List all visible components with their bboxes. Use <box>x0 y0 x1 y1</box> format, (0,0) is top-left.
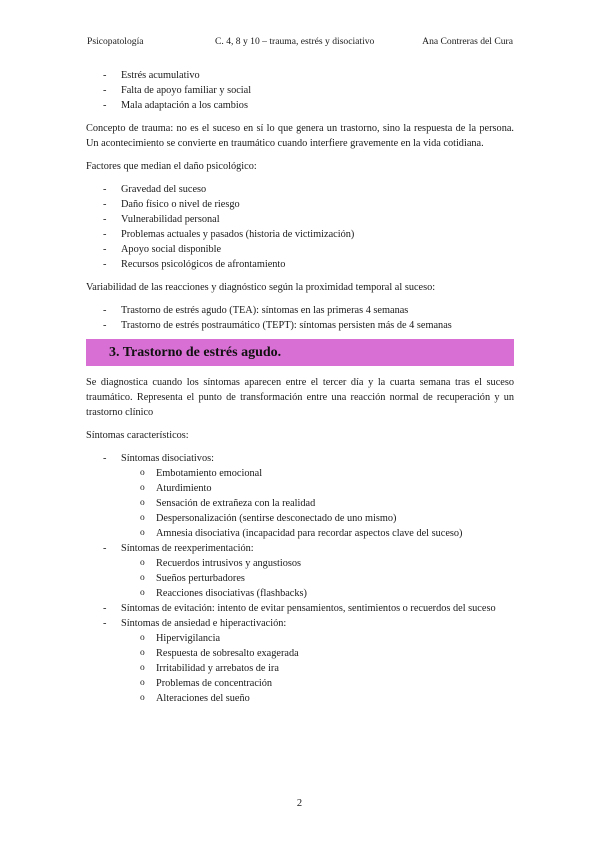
list-item: - Mala adaptación a los cambios <box>86 98 514 113</box>
list-item: - Gravedad del suceso <box>86 182 514 197</box>
sublist-item: o Aturdimiento <box>121 481 514 496</box>
header-chapters: C. 4, 8 y 10 – trauma, estrés y disociativo <box>215 36 375 47</box>
header-author: Ana Contreras del Cura <box>422 36 513 47</box>
symptom-group-label: Síntomas de evitación: intento de evitar pensamientos, sentimientos o recuerdos del suceso <box>121 603 496 614</box>
top-list <box>86 68 514 113</box>
list-item: - Trastorno de estrés postraumático (TEPT): síntomas persisten más de 4 semanas <box>86 318 514 333</box>
page-content <box>86 68 514 706</box>
symptom-group <box>86 541 514 601</box>
list-item: - Estrés acumulativo <box>86 68 514 83</box>
symptom-group <box>86 451 514 541</box>
list-item: - Trastorno de estrés agudo (TEA): síntomas en las primeras 4 semanas <box>86 303 514 318</box>
sublist-item: o Hipervigilancia <box>121 631 514 646</box>
sublist-item: o Sensación de extrañeza con la realidad <box>121 496 514 511</box>
diagnosis-paragraph: Se diagnostica cuando los síntomas aparecen entre el tercer día y la cuarta semana tras el suceso traumático. Representa el punto de transformación entre una reacción normal de recuperación y un trastorno clínico <box>86 377 514 418</box>
list-item: - Daño físico o nivel de riesgo <box>86 197 514 212</box>
section-heading-bar <box>86 339 514 366</box>
symptom-group <box>86 601 514 616</box>
symptom-group <box>86 616 514 706</box>
sublist-item: o Problemas de concentración <box>121 676 514 691</box>
variabilidad-list <box>86 303 514 333</box>
symptom-sublist <box>121 556 514 601</box>
list-item: - Recursos psicológicos de afrontamiento <box>86 257 514 272</box>
factores-list <box>86 182 514 272</box>
sublist-item: o Recuerdos intrusivos y angustiosos <box>121 556 514 571</box>
sublist-item: o Alteraciones del sueño <box>121 691 514 706</box>
trauma-concept-paragraph: Concepto de trauma: no es el suceso en sí lo que genera un trastorno, sino la respuesta de la persona. Un acontecimiento se convierte en traumático cuando interfiere gravemente en la vida cotidiana. <box>86 123 514 149</box>
variabilidad-heading: Variabilidad de las reacciones y diagnóstico según la proximidad temporal al suceso: <box>86 282 436 293</box>
symptom-group-label: Síntomas de ansiedad e hiperactivación: <box>121 618 287 629</box>
list-item: - Vulnerabilidad personal <box>86 212 514 227</box>
sintomas-list <box>86 451 514 706</box>
symptom-sublist <box>121 466 514 541</box>
section-title: 3. Trastorno de estrés agudo. <box>109 345 282 360</box>
symptom-sublist <box>121 631 514 706</box>
list-item: - Apoyo social disponible <box>86 242 514 257</box>
sublist-item: o Irritabilidad y arrebatos de ira <box>121 661 514 676</box>
sublist-item: o Reacciones disociativas (flashbacks) <box>121 586 514 601</box>
page-header <box>87 36 513 50</box>
symptom-group-label: Síntomas de reexperimentación: <box>121 543 254 554</box>
page-number: 2 <box>296 798 303 809</box>
header-subject: Psicopatología <box>87 36 144 47</box>
sublist-item: o Amnesia disociativa (incapacidad para recordar aspectos clave del suceso) <box>121 526 514 541</box>
sintomas-heading: Síntomas característicos: <box>86 430 189 441</box>
list-item: - Falta de apoyo familiar y social <box>86 83 514 98</box>
sublist-item: o Respuesta de sobresalto exagerada <box>121 646 514 661</box>
sublist-item: o Sueños perturbadores <box>121 571 514 586</box>
sublist-item: o Embotamiento emocional <box>121 466 514 481</box>
list-item: - Problemas actuales y pasados (historia de victimización) <box>86 227 514 242</box>
sublist-item: o Despersonalización (sentirse desconectado de uno mismo) <box>121 511 514 526</box>
symptom-group-label: Síntomas disociativos: <box>121 453 214 464</box>
factores-heading: Factores que median el daño psicológico: <box>86 161 257 172</box>
